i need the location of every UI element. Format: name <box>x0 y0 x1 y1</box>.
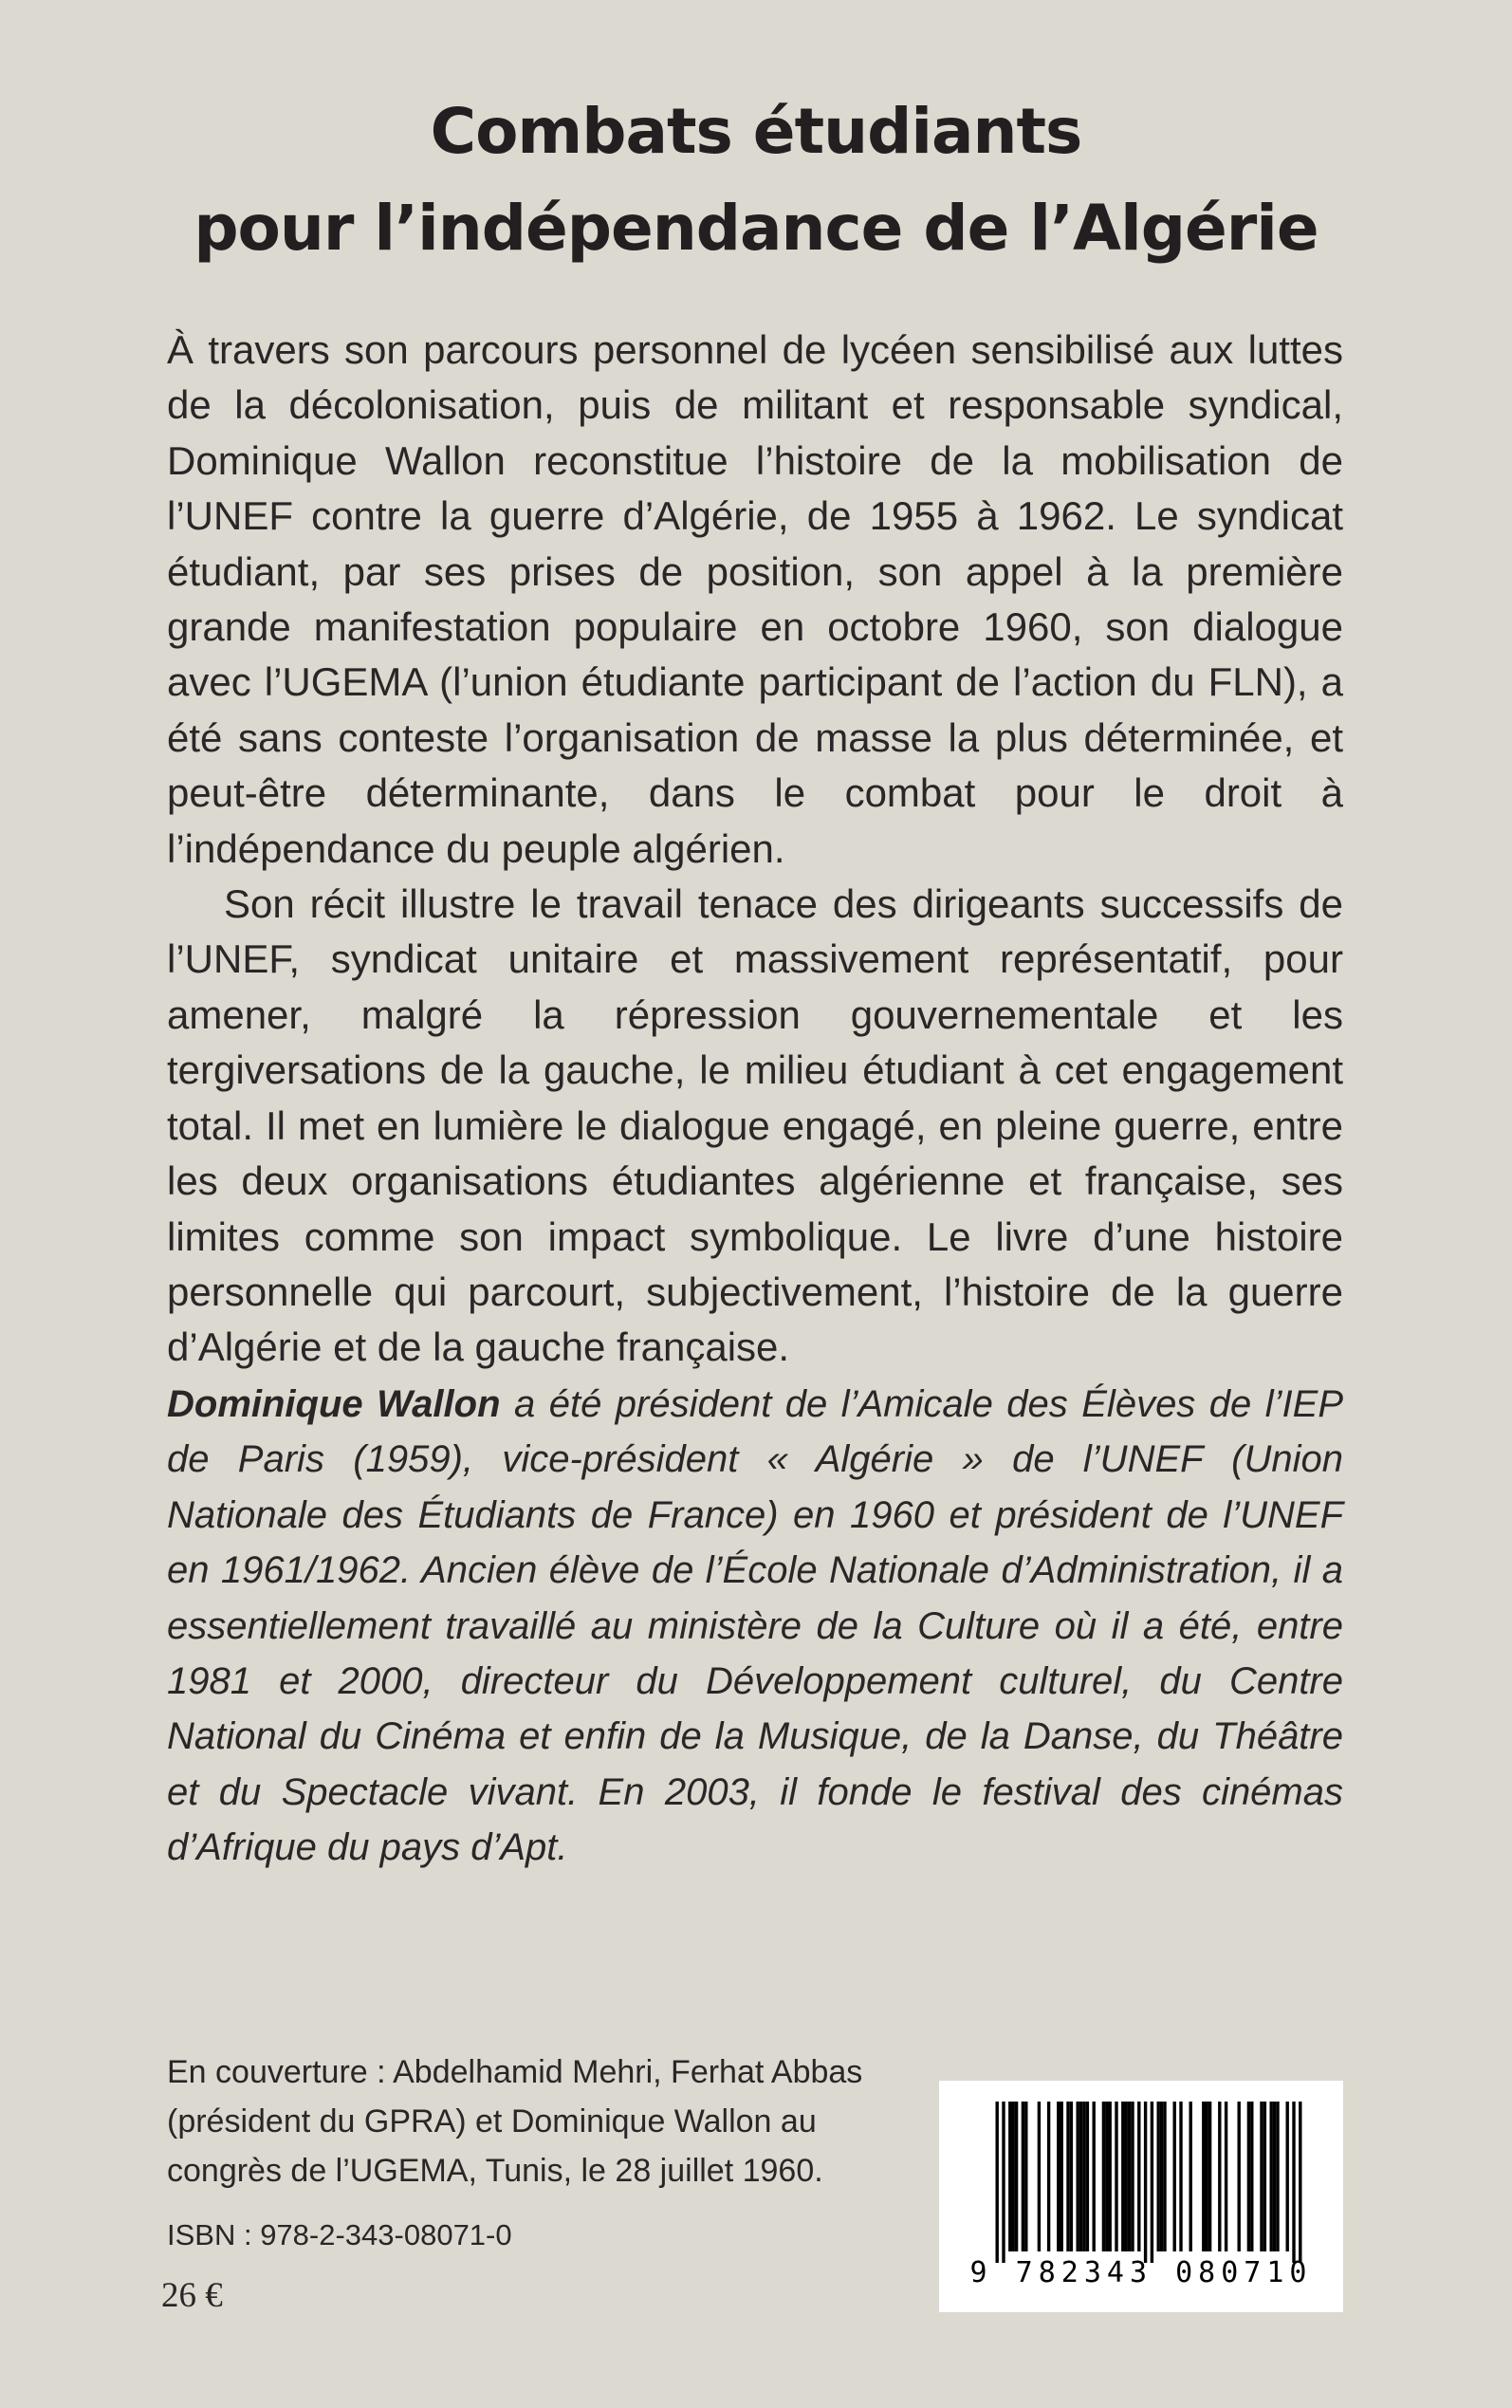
barcode-bar <box>1125 2102 1128 2251</box>
summary-paragraph-1: À travers son parcours personnel de lycéen sensibilisé aux luttes de la décolonisation, puis de militant et responsable syndical, Dominique Wallon reconstitue l’histoire de la mobilisation de l’UNEF contre la guerre d’Algérie, de 1955 à 1962. Le syndicat étudiant, par ses prises de position, son appel à la première grande manifestation populaire en octobre 1960, son dialogue avec l’UGEMA (l’union étudiante participant de l’action du FLN), a été sans conteste l’organisation de masse la plus déterminée, et peut-être déterminante, dans le combat pour le droit à l’indépendance du peuple algérien. <box>167 327 1343 871</box>
barcode-bar <box>1270 2102 1273 2251</box>
barcode-bar <box>1151 2102 1153 2263</box>
barcode-bar <box>1263 2102 1266 2251</box>
barcode-bar <box>1038 2102 1041 2251</box>
summary-paragraph-2: Son récit illustre le travail tenace des dirigeants successifs de l’UNEF, syndicat unitaire et massivement représentatif, pour amener, malgré la répression gouvernementale et les tergiversations de la gauche, le milieu étudiant à cet engagement total. Il met en lumière le dialogue engagé, en pleine guerre, entre les deux organisations étudiantes algérienne et française, ses limites comme son impact symbolique. Le livre d’une histoire personnelle qui parcourt, subjectivement, l’histoire de la guerre d’Algérie et de la gauche française. <box>167 881 1343 1370</box>
barcode-bar <box>1260 2102 1263 2251</box>
barcode-bar <box>1015 2102 1018 2251</box>
barcode-bar <box>1163 2102 1166 2251</box>
barcode-bar <box>1024 2102 1027 2251</box>
barcode-digits: 9 782343 080710 <box>969 2256 1313 2289</box>
barcode-bar <box>1286 2102 1289 2251</box>
barcode-bar <box>1247 2102 1250 2251</box>
isbn-label: ISBN : 978-2-343-08071-0 <box>167 2218 512 2251</box>
barcode-bar <box>1128 2102 1131 2251</box>
barcode-bar <box>1299 2102 1301 2263</box>
barcode-bar <box>1079 2102 1082 2251</box>
barcode-bar <box>1077 2102 1079 2251</box>
barcode-bar <box>1131 2102 1134 2251</box>
barcode-bar <box>1273 2102 1276 2251</box>
book-title <box>0 83 1512 277</box>
barcode-bar <box>1060 2102 1063 2251</box>
barcode-bar <box>1070 2102 1073 2251</box>
barcode-bar <box>1202 2102 1205 2251</box>
barcode-bar <box>1105 2102 1108 2251</box>
barcode-bar <box>1102 2102 1105 2251</box>
barcode-bar <box>1086 2102 1089 2251</box>
barcode-bar <box>1121 2102 1124 2251</box>
author-bio <box>167 1377 1343 1876</box>
barcode-bar <box>1276 2102 1279 2251</box>
barcode-bar <box>1157 2102 1160 2251</box>
barcode-bar <box>1012 2102 1015 2251</box>
barcode-bar <box>1173 2102 1176 2251</box>
barcode-bar <box>1008 2102 1011 2251</box>
title-line-1: Combats étudiants <box>430 95 1082 168</box>
author-bio-text: a été président de l’Amicale des Élèves de l’IEP de Paris (1959), vice-président « Algérie » de l’UNEF (Union Nationale des Étudiants de France) en 1960 et président de l’UNEF en 1961/1962. Ancien élève de l’École Nationale d’Administration, il a essentiellement travaillé au ministère de la Culture où il a été, entre 1981 et 2000, directeur du Développement culturel, du Centre National du Cinéma et enfin de la Musique, de la Danse, du Théâtre et du Spectacle vivant. En 2003, il fonde le festival des cinémas d’Afrique du pays d’Apt. <box>167 1383 1343 1869</box>
barcode-bar <box>996 2102 999 2263</box>
barcode-bar <box>1218 2102 1221 2251</box>
caption-line-3: congrès de l’UGEMA, Tunis, le 28 juillet 1960. <box>167 2153 823 2189</box>
barcode-bar <box>1082 2102 1085 2251</box>
barcode-bar <box>1144 2102 1147 2263</box>
cover-caption <box>167 2047 888 2195</box>
barcode-bar <box>1225 2102 1227 2251</box>
barcode-bar <box>1022 2102 1024 2251</box>
barcode-bar <box>1206 2102 1208 2251</box>
barcode-bar <box>1189 2102 1192 2251</box>
author-name: Dominique Wallon <box>167 1383 501 1425</box>
barcode-bar <box>1179 2102 1182 2251</box>
barcode-bar <box>1047 2102 1050 2251</box>
barcode-bar <box>1250 2102 1253 2251</box>
barcode-bar <box>1160 2102 1163 2251</box>
caption-line-2: (président du GPRA) et Dominique Wallon au <box>167 2103 817 2139</box>
barcode-bar <box>1066 2102 1069 2251</box>
barcode-bar <box>1208 2102 1211 2251</box>
barcode-bar <box>1093 2102 1096 2251</box>
barcode-bar <box>1115 2102 1117 2251</box>
caption-line-1: En couverture : Abdelhamid Mehri, Ferhat Abbas <box>167 2054 863 2090</box>
barcode-bar <box>1109 2102 1112 2251</box>
barcode-bar <box>1238 2102 1241 2251</box>
barcode-bar <box>1057 2102 1060 2251</box>
title-line-2: pour l’indépendance de l’Algérie <box>194 192 1318 265</box>
price-label: 26 € <box>161 2276 223 2315</box>
barcode-bar <box>1002 2102 1005 2263</box>
book-summary <box>167 323 1343 1376</box>
barcode-bar <box>1137 2102 1140 2251</box>
barcode <box>939 2081 1343 2312</box>
barcode-bar <box>1292 2102 1295 2263</box>
